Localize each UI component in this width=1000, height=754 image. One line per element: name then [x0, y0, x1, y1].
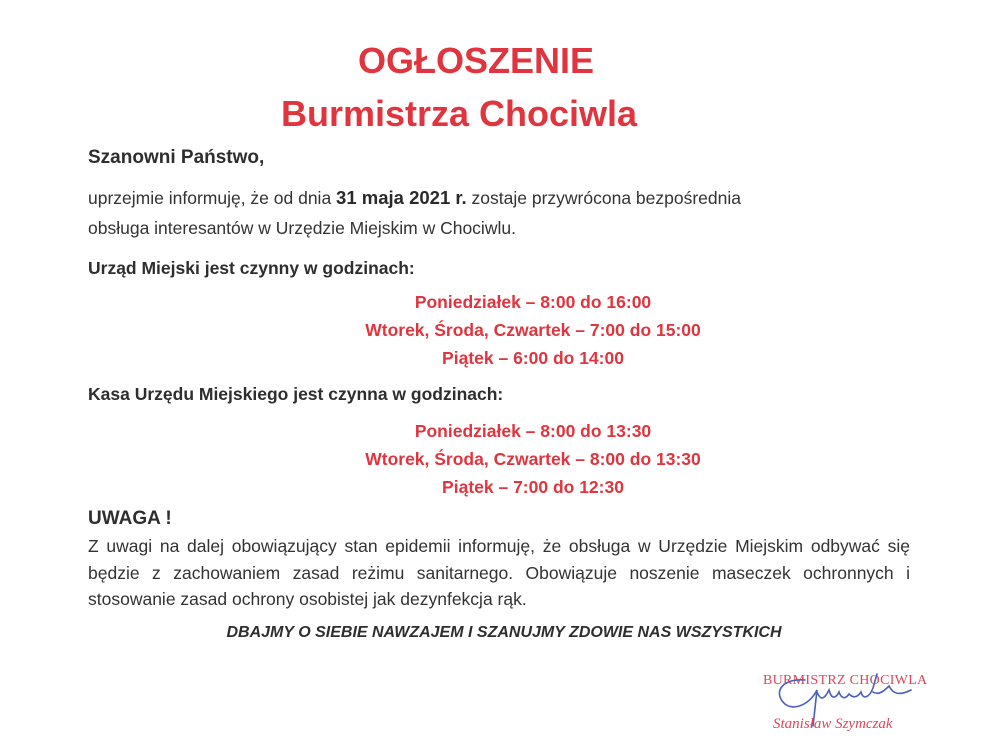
cashier-hours-row: Poniedziałek – 8:00 do 13:30 [414, 421, 652, 441]
stamp-title: BURMISTRZ CHOCIWLA [763, 673, 928, 688]
cashier-hours-row: Piątek – 7:00 do 12:30 [442, 477, 624, 497]
title-announcement: OGŁOSZENIE [357, 40, 595, 81]
cashier-hours-heading: Kasa Urzędu Miejskiego jest czynna w godzinach: [88, 384, 504, 404]
greeting: Szanowni Państwo, [88, 147, 265, 168]
office-hours-row: Wtorek, Środa, Czwartek – 7:00 do 15:00 [365, 320, 701, 340]
intro-text-before: uprzejmie informuję, że od dnia [88, 188, 337, 208]
notice-heading: UWAGA ! [88, 508, 172, 529]
intro-text-after: zostaje przywrócona bezpośrednia [466, 188, 742, 208]
notice-text: Z uwagi na dalej obowiązujący stan epidemii informuję, że obsługa w Urzędzie Miejskim odbywać się będzie z zachowaniem zasad reżimu sanitarnego. Obowiązuje noszenie maseczek ochronnych i stosowanie zasad ochrony osobistej jak dezynfekcja rąk. [88, 536, 910, 609]
office-hours-heading: Urząd Miejski jest czynny w godzinach: [88, 258, 415, 278]
office-hours-row: Piątek – 6:00 do 14:00 [442, 348, 624, 368]
cashier-hours-row: Wtorek, Środa, Czwartek – 8:00 do 13:30 [365, 449, 701, 469]
title-mayor: Burmistrza Chociwla [280, 93, 638, 134]
intro-paragraph [88, 183, 741, 243]
office-hours-row: Poniedziałek – 8:00 do 16:00 [414, 292, 652, 312]
notice-slogan: DBAJMY O SIEBIE NAWZAJEM I SZANUJMY ZDOWIE NAS WSZYSTKICH [226, 624, 782, 641]
stamp-name: Stanisław Szymczak [773, 716, 893, 732]
intro-date: 31 maja 2021 r. [336, 187, 467, 208]
intro-text-line2: obsługa interesantów w Urzędzie Miejskim w Chociwlu. [88, 218, 516, 238]
